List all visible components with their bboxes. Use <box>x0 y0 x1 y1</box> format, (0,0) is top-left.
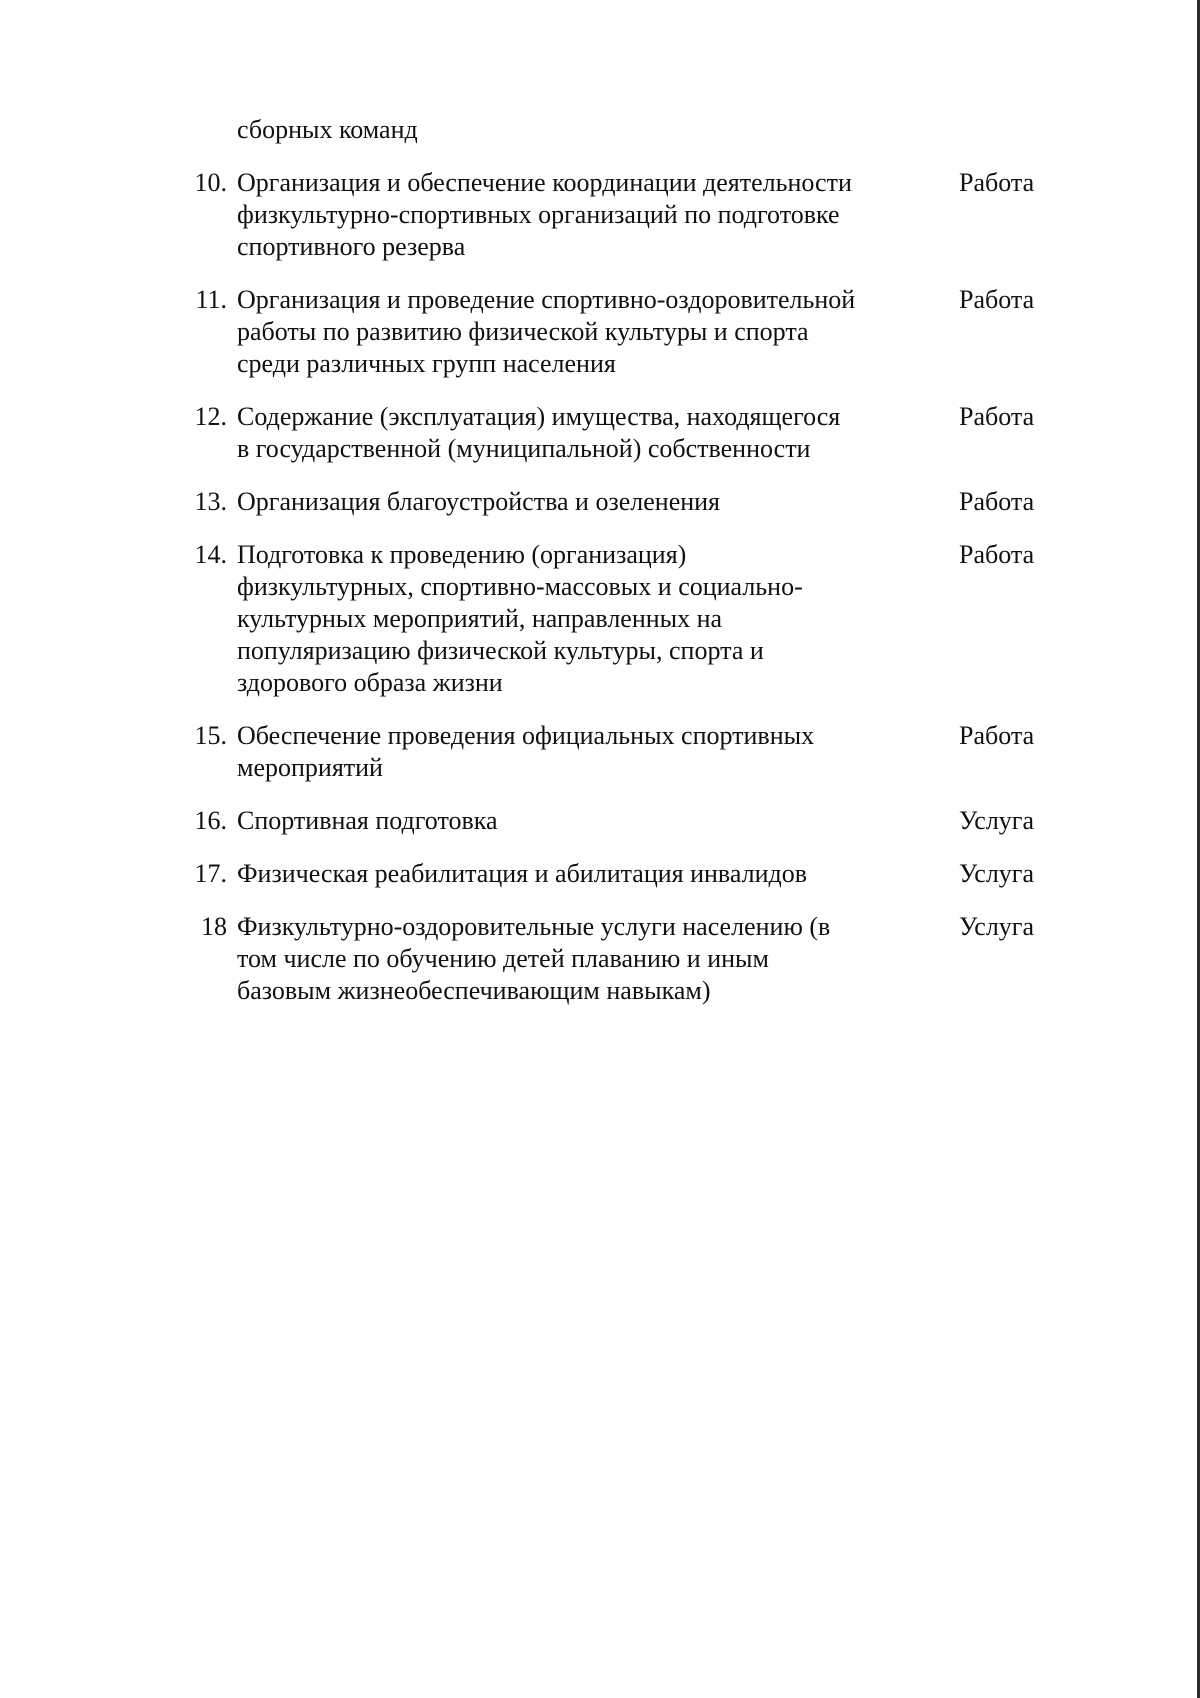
item-description: Организация благоустройства и озеленения <box>237 487 721 516</box>
item-number: 11. <box>195 285 227 314</box>
item-description: Содержание (эксплуатация) имущества, находящегося в государственной (муниципальной) собственности <box>237 402 841 463</box>
item-number: 17. <box>194 859 227 888</box>
item-description: Организация и обеспечение координации деятельности физкультурно-спортивных организаций по подготовке спортивного резерва <box>237 168 852 261</box>
list-item <box>0 539 1190 699</box>
item-description: Подготовка к проведению (организация) физкультурных, спортивно-массовых и социально- культурных мероприятий, направленных на популяризацию физической культуры, спорта и здорового образа жизни <box>237 540 803 697</box>
item-kind: Услуга <box>959 806 1035 835</box>
item-number: 16. <box>194 806 227 835</box>
list-item <box>0 486 1190 518</box>
list-item <box>0 284 1190 380</box>
list-item <box>0 805 1190 837</box>
item-kind: Работа <box>959 721 1035 750</box>
item-number: 12. <box>194 402 227 431</box>
item-number: 10. <box>194 168 227 197</box>
item-kind: Работа <box>959 168 1035 197</box>
list-item <box>0 401 1190 465</box>
item-description: Физическая реабилитация и абилитация инвалидов <box>237 859 808 888</box>
item-kind: Работа <box>959 540 1035 569</box>
item-kind: Услуга <box>959 859 1035 888</box>
item-number: 13. <box>194 487 227 516</box>
item-description: Организация и проведение спортивно-оздоровительной работы по развитию физической культуры и спорта среди различных групп населения <box>237 285 856 378</box>
continuation-text: сборных команд <box>237 115 418 144</box>
item-number: 15. <box>194 721 227 750</box>
list-item <box>0 858 1190 890</box>
item-kind: Услуга <box>959 912 1035 941</box>
item-description: Обеспечение проведения официальных спортивных мероприятий <box>237 721 815 782</box>
services-list <box>0 167 1190 1028</box>
list-item <box>0 720 1190 784</box>
item-description: Спортивная подготовка <box>237 806 498 835</box>
item-description: Физкультурно-оздоровительные услуги населению (в том числе по обучению детей плаванию и иным базовым жизнеобеспечивающим навыкам) <box>237 912 831 1005</box>
item-kind: Работа <box>959 285 1035 314</box>
item-kind: Работа <box>959 487 1035 516</box>
item-number: 14. <box>194 540 227 569</box>
list-item <box>0 167 1190 263</box>
item-kind: Работа <box>959 402 1035 431</box>
list-item <box>0 911 1190 1007</box>
item-number: 18 <box>201 912 227 941</box>
